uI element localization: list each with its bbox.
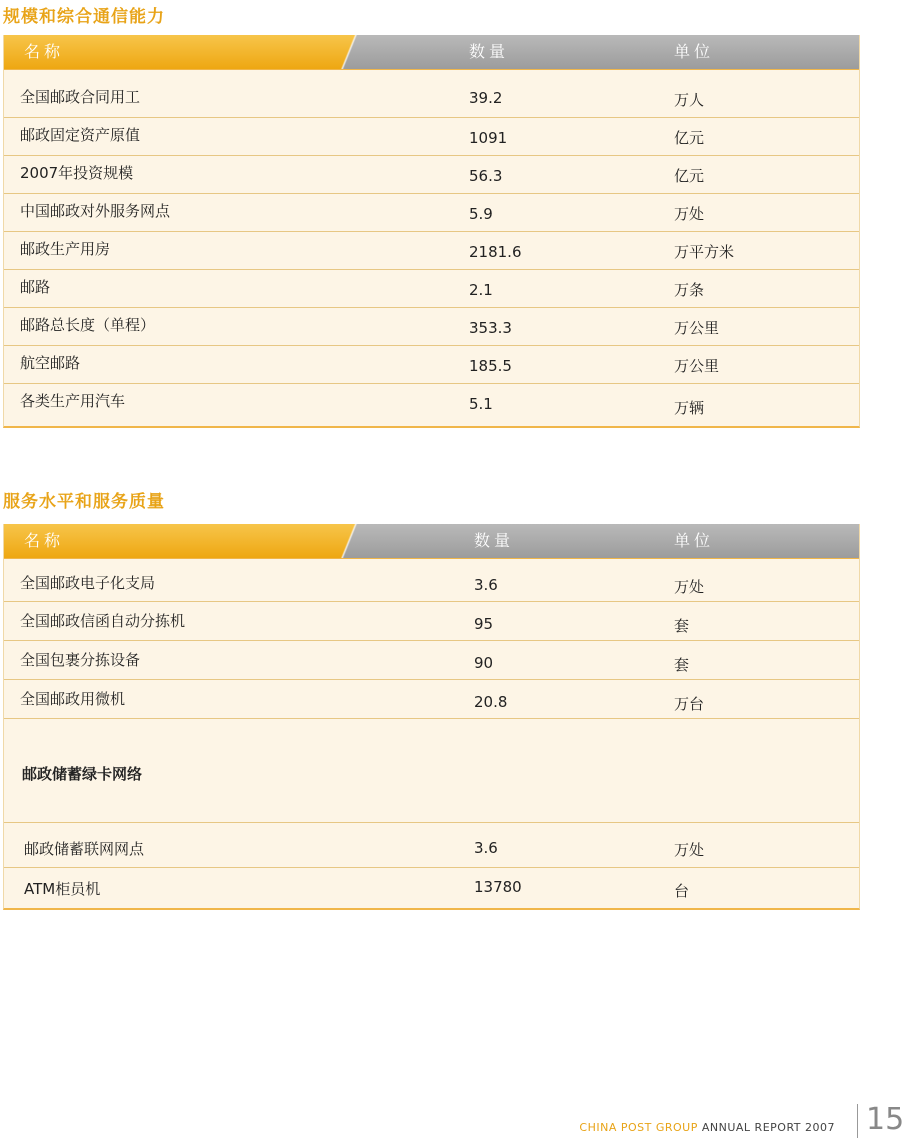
section-title-scale: 规模和综合通信能力 (3, 7, 165, 27)
row-name: 邮政生产用房 (20, 240, 111, 258)
row-unit: 万平方米 (674, 243, 735, 261)
table-row (4, 383, 859, 426)
table-row (4, 117, 859, 155)
row-name: 航空邮路 (20, 354, 81, 372)
row-quantity: 2181.6 (469, 243, 522, 261)
table-row-group-heading (4, 718, 859, 822)
header-unit: 单位 (674, 531, 715, 550)
table-row (4, 679, 859, 718)
table-row (4, 867, 859, 908)
table-row (4, 640, 859, 679)
table-header (4, 35, 859, 69)
row-quantity: 5.1 (469, 395, 493, 413)
row-name: 全国邮政合同用工 (20, 88, 141, 106)
row-name: 邮路 (20, 278, 51, 296)
footer-report: ANNUAL REPORT 2007 (701, 1121, 835, 1134)
row-quantity: 20.8 (474, 693, 508, 711)
row-unit: 套 (674, 617, 690, 635)
row-quantity: 13780 (474, 878, 522, 896)
row-name: 各类生产用汽车 (20, 392, 126, 410)
row-name: 全国邮政电子化支局 (20, 574, 156, 592)
row-quantity: 56.3 (469, 167, 503, 185)
row-name: 邮路总长度（单程） (20, 316, 156, 334)
header-quantity: 数量 (469, 42, 510, 61)
row-unit: 万处 (674, 578, 705, 596)
row-unit: 万公里 (674, 319, 720, 337)
header-quantity: 数量 (474, 531, 515, 550)
row-quantity: 2.1 (469, 281, 493, 299)
header-unit: 单位 (674, 42, 715, 61)
page-number-divider (857, 1104, 858, 1138)
table-row (4, 155, 859, 193)
row-unit: 亿元 (674, 167, 705, 185)
table-row (4, 69, 859, 117)
row-unit: 万人 (674, 91, 705, 109)
scale-capacity-table (3, 35, 860, 428)
row-quantity: 3.6 (474, 576, 498, 594)
row-quantity: 5.9 (469, 205, 493, 223)
table-row (4, 345, 859, 383)
table-row (4, 193, 859, 231)
row-name: 邮政储蓄绿卡网络 (22, 765, 143, 783)
row-unit: 万条 (674, 281, 705, 299)
table-row (4, 231, 859, 269)
row-name: ATM柜员机 (24, 880, 101, 898)
table-row (4, 558, 859, 601)
service-quality-table (3, 524, 860, 910)
page-footer (579, 1121, 835, 1134)
row-unit: 亿元 (674, 129, 705, 147)
footer-brand: CHINA POST GROUP (579, 1121, 698, 1134)
row-unit: 万辆 (674, 399, 705, 417)
row-unit: 套 (674, 656, 690, 674)
table-row (4, 307, 859, 345)
table-row (4, 269, 859, 307)
row-quantity: 1091 (469, 129, 508, 147)
header-name: 名称 (24, 531, 65, 550)
row-quantity: 90 (474, 654, 494, 672)
row-unit: 万台 (674, 695, 705, 713)
page-number: 15 (866, 1102, 904, 1137)
table-row (4, 822, 859, 867)
row-name: 邮政储蓄联网网点 (24, 840, 145, 858)
row-quantity: 3.6 (474, 839, 498, 857)
row-unit: 万公里 (674, 357, 720, 375)
row-name: 全国邮政信函自动分拣机 (20, 612, 186, 630)
row-name: 中国邮政对外服务网点 (20, 202, 171, 220)
row-name: 邮政固定资产原值 (20, 126, 141, 144)
row-name: 全国包裹分拣设备 (20, 651, 141, 669)
table-header (4, 524, 859, 558)
row-quantity: 95 (474, 615, 494, 633)
table-row (4, 601, 859, 640)
row-unit: 台 (674, 882, 690, 900)
section-title-service: 服务水平和服务质量 (3, 492, 165, 512)
header-name: 名称 (24, 42, 65, 61)
row-quantity: 353.3 (469, 319, 512, 337)
row-unit: 万处 (674, 205, 705, 223)
row-unit: 万处 (674, 841, 705, 859)
row-name: 2007年投资规模 (20, 164, 134, 182)
row-quantity: 185.5 (469, 357, 512, 375)
row-quantity: 39.2 (469, 89, 503, 107)
row-name: 全国邮政用微机 (20, 690, 126, 708)
